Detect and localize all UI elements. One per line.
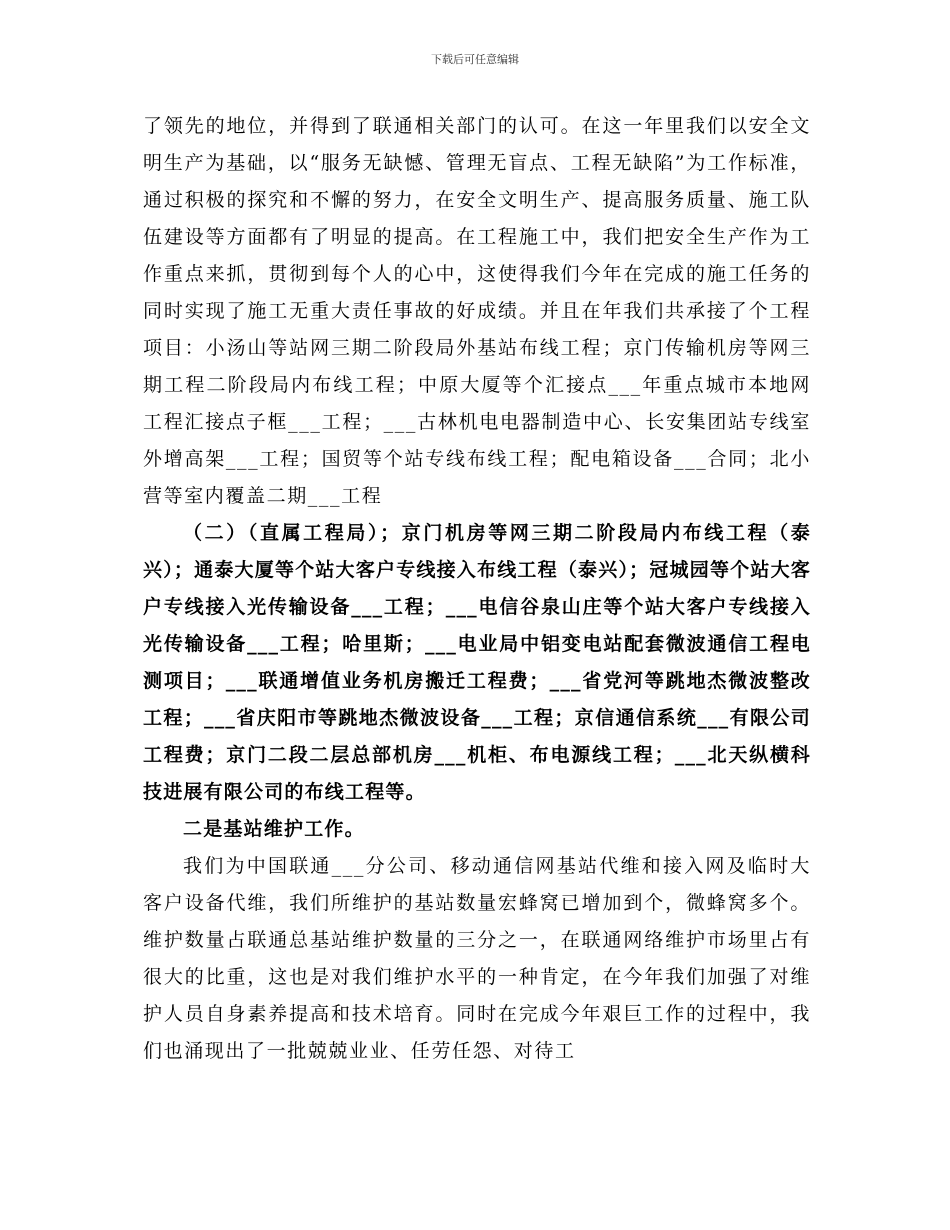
paragraph-direct-bureau-projects: （二）（直属工程局）；京门机房等网三期二阶段局内布线工程（泰兴）；通泰大厦等个站大客户专线接入布线工程（泰兴）；冠城园等个站大客户专线接入光传输设备___工程；___电信谷泉山庄等个站大客户专线接入光传输设备___工程；哈里斯；___电业局中铝变电站配套微波通信工程电测项目；___联通增值业务机房搬迁工程费；___省党河等跳地杰微波整改工程；___省庆阳市等跳地杰微波设备___工程；京信通信系统___有限公司工程费；京门二段二层总部机房___机柜、布电源线工程；___北天纵横科技进展有限公司的布线工程等。: [143, 522, 811, 803]
document-body: [143, 108, 811, 1070]
page-header: 下载后可任意编辑: [431, 53, 519, 66]
section-heading-base-station-maintenance: 二是基站维护工作。: [183, 818, 365, 840]
paragraph-base-station-maintenance: 我们为中国联通___分公司、移动通信网基站代维和接入网及临时大客户设备代维，我们所维护的基站数量宏蜂窝已增加到个，微蜂窝多个。维护数量占联通总基站维护数量的三分之一，在联通网络维护市场里占有很大的比重，这也是对我们维护水平的一种肯定，在今年我们加强了对维护人员自身素养提高和技术培育。同时在完成今年艰巨工作的过程中，我们也涌现出了一批兢兢业业、任劳任怨、对待工: [143, 855, 811, 1062]
paragraph-project-summary: 了领先的地位，并得到了联通相关部门的认可。在这一年里我们以安全文明生产为基础，以“服务无缺憾、管理无盲点、工程无缺陷”为工作标准，通过积极的探究和不懈的努力，在安全文明生产、提高服务质量、施工队伍建设等方面都有了明显的提高。在工程施工中，我们把安全生产作为工作重点来抓，贯彻到每个人的心中，这使得我们今年在完成的施工任务的同时实现了施工无重大责任事故的好成绩。并且在年我们共承接了个工程项目：小汤山等站网三期二阶段局外基站布线工程；京门传输机房等网三期工程二阶段局内布线工程；中原大厦等个汇接点___年重点城市本地网工程汇接点子框___工程；___古林机电电器制造中心、长安集团站专线室外增高架___工程；国贸等个站专线布线工程；配电箱设备___合同；北小营等室内覆盖二期___工程: [143, 115, 811, 507]
